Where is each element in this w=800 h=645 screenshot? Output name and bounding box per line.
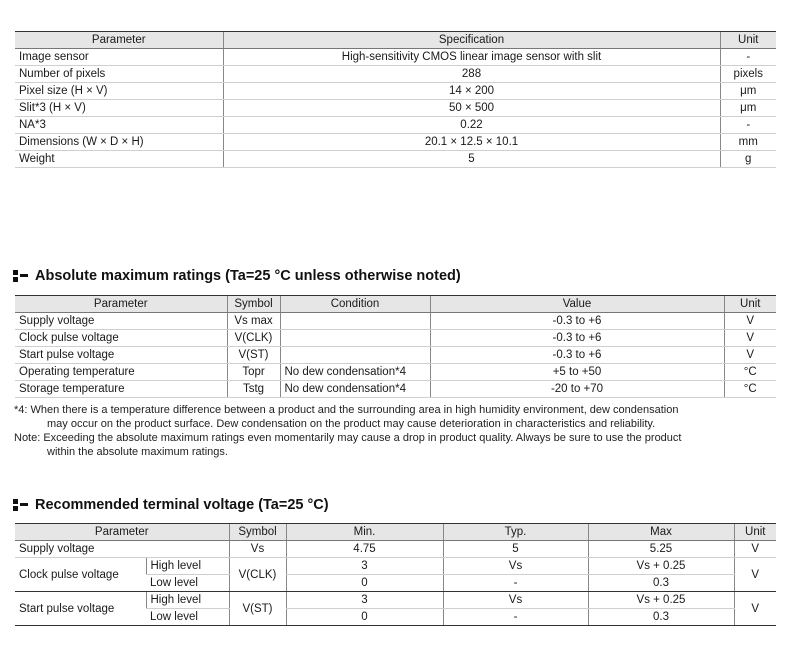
cell: Operating temperature (15, 364, 227, 381)
cell: V(CLK) (227, 330, 280, 347)
cell: V (734, 558, 776, 592)
cell: Start pulse voltage (15, 592, 146, 626)
cell: Pixel size (H × V) (15, 83, 223, 100)
cell: Supply voltage (15, 313, 227, 330)
header-cell: Min. (286, 524, 443, 541)
cell (280, 330, 430, 347)
cell: Vs (443, 592, 588, 609)
cell: V (724, 313, 776, 330)
cell: 14 × 200 (223, 83, 720, 100)
cell: Vs + 0.25 (588, 558, 734, 575)
table-row (15, 330, 776, 347)
section-marker-icon (13, 499, 29, 511)
absolute-max-ratings-table (15, 295, 776, 398)
table-row (15, 592, 776, 609)
specifications-table (15, 31, 776, 168)
cell: V (724, 330, 776, 347)
cell: 5 (223, 151, 720, 168)
section-heading-absolute-max (13, 268, 461, 284)
header-cell: Symbol (229, 524, 286, 541)
cell: - (443, 609, 588, 626)
table-row (15, 347, 776, 364)
cell: 4.75 (286, 541, 443, 558)
table-header-row (15, 32, 776, 49)
cell: - (443, 575, 588, 592)
cell: - (720, 117, 776, 134)
table-row (15, 151, 776, 168)
header-cell: Max (588, 524, 734, 541)
cell: μm (720, 83, 776, 100)
cell: Low level (146, 575, 229, 592)
table-row (15, 66, 776, 83)
cell: 0.3 (588, 575, 734, 592)
table-row (15, 100, 776, 117)
header-cell: Parameter (15, 524, 229, 541)
cell: No dew condensation*4 (280, 364, 430, 381)
cell (280, 347, 430, 364)
cell: -20 to +70 (430, 381, 724, 398)
cell: °C (724, 364, 776, 381)
cell: 0 (286, 575, 443, 592)
header-cell: Parameter (15, 296, 227, 313)
header-cell: Unit (734, 524, 776, 541)
cell: Supply voltage (15, 541, 229, 558)
cell: 3 (286, 592, 443, 609)
cell: g (720, 151, 776, 168)
table-row (15, 381, 776, 398)
header-cell: Symbol (227, 296, 280, 313)
cell: Slit*3 (H × V) (15, 100, 223, 117)
cell: Number of pixels (15, 66, 223, 83)
cell: Clock pulse voltage (15, 330, 227, 347)
cell: V (724, 347, 776, 364)
table-row (15, 83, 776, 100)
cell: Vs + 0.25 (588, 592, 734, 609)
cell: Weight (15, 151, 223, 168)
cell: mm (720, 134, 776, 151)
cell: μm (720, 100, 776, 117)
cell: NA*3 (15, 117, 223, 134)
cell: Vs (443, 558, 588, 575)
cell: 5.25 (588, 541, 734, 558)
table-row (15, 558, 776, 575)
cell: High level (146, 592, 229, 609)
footnote-4 (14, 403, 782, 431)
cell: 0.22 (223, 117, 720, 134)
header-cell: Unit (724, 296, 776, 313)
note-line: within the absolute maximum ratings. (47, 446, 228, 458)
note (14, 431, 782, 459)
section-title: Absolute maximum ratings (Ta=25 °C unless otherwise noted) (35, 268, 461, 284)
cell: Dimensions (W × D × H) (15, 134, 223, 151)
cell: Vs max (227, 313, 280, 330)
cell: High level (146, 558, 229, 575)
header-cell: Typ. (443, 524, 588, 541)
cell: -0.3 to +6 (430, 330, 724, 347)
cell (280, 313, 430, 330)
cell: V(ST) (229, 592, 286, 626)
table-row (15, 364, 776, 381)
cell: Clock pulse voltage (15, 558, 146, 592)
cell: 3 (286, 558, 443, 575)
cell: 0 (286, 609, 443, 626)
cell: -0.3 to +6 (430, 347, 724, 364)
cell: No dew condensation*4 (280, 381, 430, 398)
table-header-row (15, 296, 776, 313)
cell: °C (724, 381, 776, 398)
cell: Tstg (227, 381, 280, 398)
cell: 50 × 500 (223, 100, 720, 117)
cell: Start pulse voltage (15, 347, 227, 364)
header-cell: Value (430, 296, 724, 313)
header-cell: Unit (720, 32, 776, 49)
cell: 0.3 (588, 609, 734, 626)
table-row (15, 49, 776, 66)
cell: V (734, 592, 776, 626)
cell: Storage temperature (15, 381, 227, 398)
cell: Vs (229, 541, 286, 558)
cell: Image sensor (15, 49, 223, 66)
footnote-line: *4: When there is a temperature difference between a product and the surrounding area in high humidity environment, dew condensation (14, 404, 679, 416)
cell: 5 (443, 541, 588, 558)
table-header-row (15, 524, 776, 541)
cell: High-sensitivity CMOS linear image sensor with slit (223, 49, 720, 66)
note-line: Note: Exceeding the absolute maximum ratings even momentarily may cause a drop in product quality. Always be sure to use the product (14, 432, 682, 444)
cell: Topr (227, 364, 280, 381)
table-row (15, 313, 776, 330)
section-marker-icon (13, 270, 29, 282)
header-cell: Parameter (15, 32, 223, 49)
cell: - (720, 49, 776, 66)
cell: Low level (146, 609, 229, 626)
recommended-voltage-table (15, 523, 776, 626)
cell: pixels (720, 66, 776, 83)
cell: 288 (223, 66, 720, 83)
cell: V(ST) (227, 347, 280, 364)
cell: V(CLK) (229, 558, 286, 592)
section-heading-recommended-voltage (13, 497, 329, 513)
table-row (15, 134, 776, 151)
section-title: Recommended terminal voltage (Ta=25 °C) (35, 497, 329, 513)
table-row (15, 541, 776, 558)
header-cell: Condition (280, 296, 430, 313)
cell: V (734, 541, 776, 558)
cell: 20.1 × 12.5 × 10.1 (223, 134, 720, 151)
header-cell: Specification (223, 32, 720, 49)
cell: +5 to +50 (430, 364, 724, 381)
cell: -0.3 to +6 (430, 313, 724, 330)
table-row (15, 117, 776, 134)
footnote-line: may occur on the product surface. Dew condensation on the product may cause deterioration in characteristics and reliability. (47, 418, 656, 430)
